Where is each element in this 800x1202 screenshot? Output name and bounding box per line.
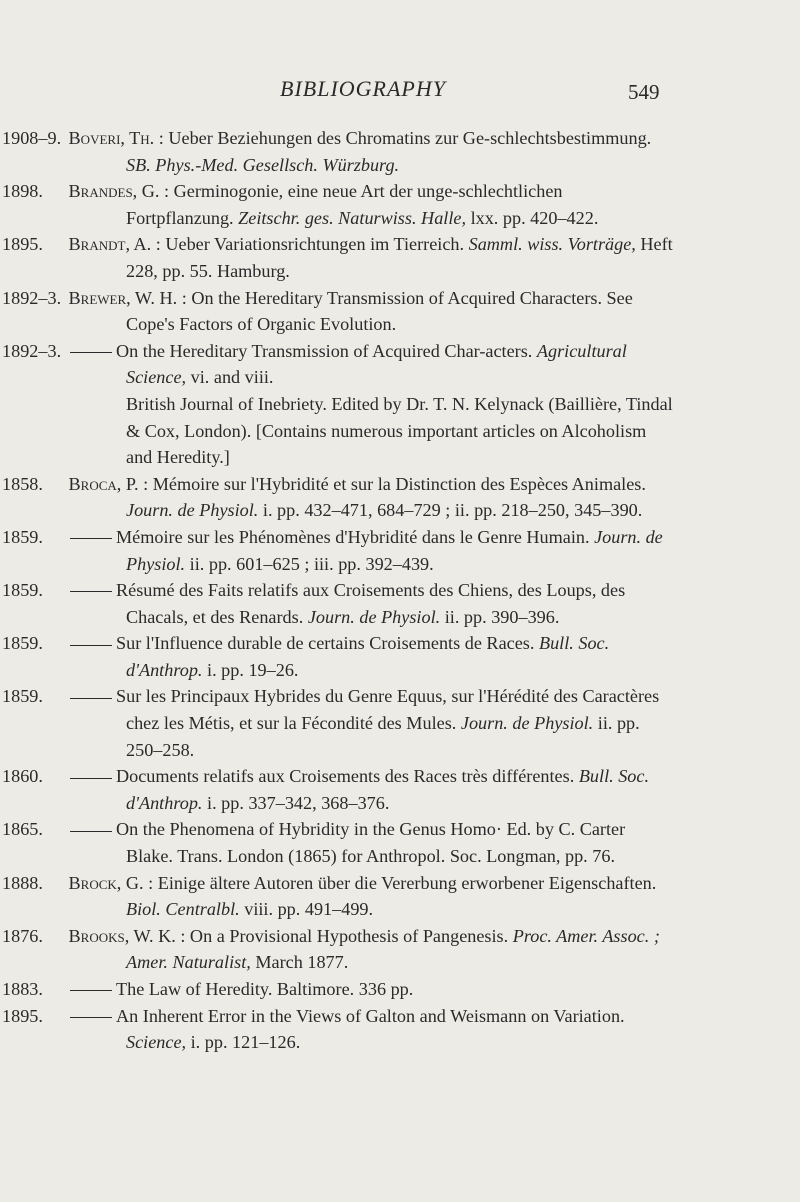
- entry-text: Résumé des Faits relatifs aux Croisements des Chiens, des Loups, des Chacals, et des Renards.: [116, 580, 626, 627]
- entry-details: March 1877.: [250, 952, 349, 973]
- bibliography-list: [2, 125, 674, 1056]
- entry-journal: Biol. Centralbl.: [126, 899, 240, 920]
- entry-details: Heft 228, pp. 55. Hamburg.: [126, 234, 673, 281]
- entry-text: : Einige ältere Autoren über die Vererbung erworbener Eigenschaften.: [143, 872, 657, 893]
- entry-text: Mémoire sur les Phénomènes d'Hybridité dans le Genre Humain.: [116, 526, 595, 547]
- bibliography-entry: 1860. Documents relatifs aux Croisements des Races très différentes. Bull. Soc. d'Anthrop. i. pp. 337–342, 368–376.: [2, 766, 650, 813]
- entry-journal: Science,: [126, 1032, 187, 1053]
- entry-text: British Journal of Inebriety. Edited by Dr. T. N. Kelynack (Baillière, Tindal & Cox, London). [Contains numerous important articles on Alcoholism and Heredity.]: [126, 393, 673, 468]
- ditto-dash: [70, 990, 112, 991]
- entry-details: i. pp. 121–126.: [186, 1032, 301, 1053]
- entry-text: Sur les Principaux Hybrides du Genre Equus, sur l'Hérédité des Caractères chez les Métis, et sur la Fécondité des Mules.: [116, 686, 660, 734]
- ditto-dash: [70, 778, 112, 779]
- entry-details: viii. pp. 491–499.: [239, 899, 374, 920]
- ditto-dash: [70, 352, 112, 353]
- entry-journal: Journ. de Physiol.: [460, 713, 594, 734]
- entry-details: vi. and viii.: [186, 367, 274, 388]
- entry-journal: Zeitschr. ges. Naturwiss. Halle,: [238, 207, 467, 228]
- entry-journal: Journ. de Physiol.: [307, 606, 441, 627]
- bibliography-entry: 1865. On the Phenomena of Hybridity in the Genus Homo· Ed. by C. Carter Blake. Trans. London (1865) for Anthropol. Soc. Longman, pp. 76.: [2, 819, 626, 867]
- bibliography-note: [64, 391, 674, 471]
- entry-author: Brewer, W. H.: [68, 287, 178, 308]
- entry-text: The Law of Heredity. Baltimore. 336 pp.: [116, 979, 414, 999]
- bibliography-entry: 1888. Brock, G. : Einige ältere Autoren über die Vererbung erworbener Eigenschaften. Biol. Centralbl. viii. pp. 491–499.: [2, 872, 657, 920]
- entry-journal: Samml. wiss. Vorträge,: [468, 234, 636, 255]
- entry-text: : Ueber Variationsrichtungen im Tierreich.: [151, 234, 469, 255]
- ditto-dash: [70, 591, 112, 592]
- entry-text: An Inherent Error in the Views of Galton and Weismann on Variation.: [116, 1005, 625, 1026]
- bibliography-entry: 1892–3. On the Hereditary Transmission of Acquired Char-acters. Agricultural Science, vi. and viii.: [2, 340, 627, 388]
- entry-author: Brooks, W. K.: [68, 925, 176, 946]
- entry-text: : Germinogonie, eine neue Art der unge-schlechtlichen Fortpflanzung.: [126, 181, 563, 228]
- bibliography-entry: 1859. Résumé des Faits relatifs aux Croisements des Chiens, des Loups, des Chacals, et des Renards. Journ. de Physiol. ii. pp. 390–396.: [2, 580, 626, 627]
- entry-author: Brock, G.: [68, 872, 144, 893]
- ditto-dash: [70, 831, 112, 832]
- entry-journal: Bull. Soc. d'Anthrop.: [126, 633, 610, 680]
- entry-details: ii. pp. 250–258.: [126, 713, 640, 760]
- entry-author: Brandt, A.: [68, 234, 152, 255]
- entry-details: i. pp. 432–471, 684–729 ; ii. pp. 218–250, 345–390.: [258, 500, 643, 521]
- entry-journal: Journ. de Physiol.: [126, 526, 663, 574]
- bibliography-entry: 1898. Brandes, G. : Germinogonie, eine neue Art der unge-schlechtlichen Fortpflanzung. Zeitschr. ges. Naturwiss. Halle, lxx. pp. 420–422.: [2, 181, 599, 228]
- entry-text: : Mémoire sur l'Hybridité et sur la Distinction des Espèces Animales.: [138, 473, 646, 494]
- bibliography-entry: 1859. Sur l'Influence durable de certains Croisements de Races. Bull. Soc. d'Anthrop. i. pp. 19–26.: [2, 633, 610, 680]
- ditto-dash: [70, 698, 112, 699]
- bibliography-entry: 1908–9. Boveri, Th. : Ueber Beziehungen des Chromatins zur Ge-schlechtsbestimmung. SB. Phys.-Med. Gesellsch. Würzburg.: [2, 128, 652, 175]
- bibliography-entry: 1892–3. Brewer, W. H. : On the Hereditary Transmission of Acquired Characters. See Cope's Factors of Organic Evolution.: [2, 287, 633, 335]
- entry-details: i. pp. 19–26.: [202, 659, 299, 680]
- page-number: 549: [628, 80, 660, 104]
- entry-author: Boveri, Th.: [68, 128, 155, 148]
- entry-details: ii. pp. 390–396.: [440, 606, 560, 627]
- ditto-dash: [70, 1017, 112, 1018]
- bibliography-entry: 1876. Brooks, W. K. : On a Provisional Hypothesis of Pangenesis. Proc. Amer. Assoc. ; Amer. Naturalist, March 1877.: [2, 925, 660, 973]
- bibliography-entry: 1858. Broca, P. : Mémoire sur l'Hybridité et sur la Distinction des Espèces Animales. Journ. de Physiol. i. pp. 432–471, 684–729 ; ii. pp. 218–250, 345–390.: [2, 473, 646, 521]
- bibliography-entry: 1859. Mémoire sur les Phénomènes d'Hybridité dans le Genre Humain. Journ. de Physiol. ii. pp. 601–625 ; iii. pp. 392–439.: [2, 526, 663, 574]
- ditto-dash: [70, 538, 112, 539]
- entry-details: i. pp. 337–342, 368–376.: [202, 792, 390, 813]
- entry-text: On the Phenomena of Hybridity in the Genus Homo· Ed. by C. Carter Blake. Trans. London (1865) for Anthropol. Soc. Longman, pp. 76.: [116, 819, 626, 867]
- entry-text: : Ueber Beziehungen des Chromatins zur Ge-schlechtsbestimmung.: [154, 128, 652, 148]
- page-header: [0, 76, 800, 112]
- ditto-dash: [70, 645, 112, 646]
- entry-journal: Proc. Amer. Assoc. ; Amer. Naturalist,: [126, 925, 660, 973]
- entry-text: Documents relatifs aux Croisements des Races très différentes.: [116, 766, 579, 787]
- entry-text: : On a Provisional Hypothesis of Pangenesis.: [175, 925, 513, 946]
- bibliography-entry: 1859. Sur les Principaux Hybrides du Genre Equus, sur l'Hérédité des Caractères chez les Métis, et sur la Fécondité des Mules. Journ. de Physiol. ii. pp. 250–258.: [2, 686, 660, 760]
- entry-author: Broca, P.: [68, 473, 139, 494]
- bibliography-entry: 1895. An Inherent Error in the Views of Galton and Weismann on Variation. Science, i. pp. 121–126.: [2, 1005, 625, 1053]
- entry-details: lxx. pp. 420–422.: [466, 207, 599, 228]
- entry-journal: Agricultural Science,: [126, 340, 627, 388]
- entry-journal: Journ. de Physiol.: [126, 500, 259, 521]
- entry-journal: Bull. Soc. d'Anthrop.: [126, 766, 650, 813]
- entry-author: Brandes, G.: [68, 181, 160, 202]
- running-title: BIBLIOGRAPHY: [280, 76, 446, 101]
- entry-text: On the Hereditary Transmission of Acquired Char-acters.: [116, 340, 537, 361]
- entry-text: Sur l'Influence durable de certains Croisements de Races.: [116, 633, 539, 654]
- entry-details: ii. pp. 601–625 ; iii. pp. 392–439.: [185, 553, 434, 574]
- entry-text: : On the Hereditary Transmission of Acquired Characters. See Cope's Factors of Organic Evolution.: [126, 287, 633, 335]
- bibliography-entry: 1883. The Law of Heredity. Baltimore. 336 pp.: [2, 979, 414, 999]
- bibliography-entry: 1895. Brandt, A. : Ueber Variationsrichtungen im Tierreich. Samml. wiss. Vorträge, Heft 228, pp. 55. Hamburg.: [2, 234, 673, 281]
- entry-journal: SB. Phys.-Med. Gesellsch. Würzburg.: [126, 154, 400, 175]
